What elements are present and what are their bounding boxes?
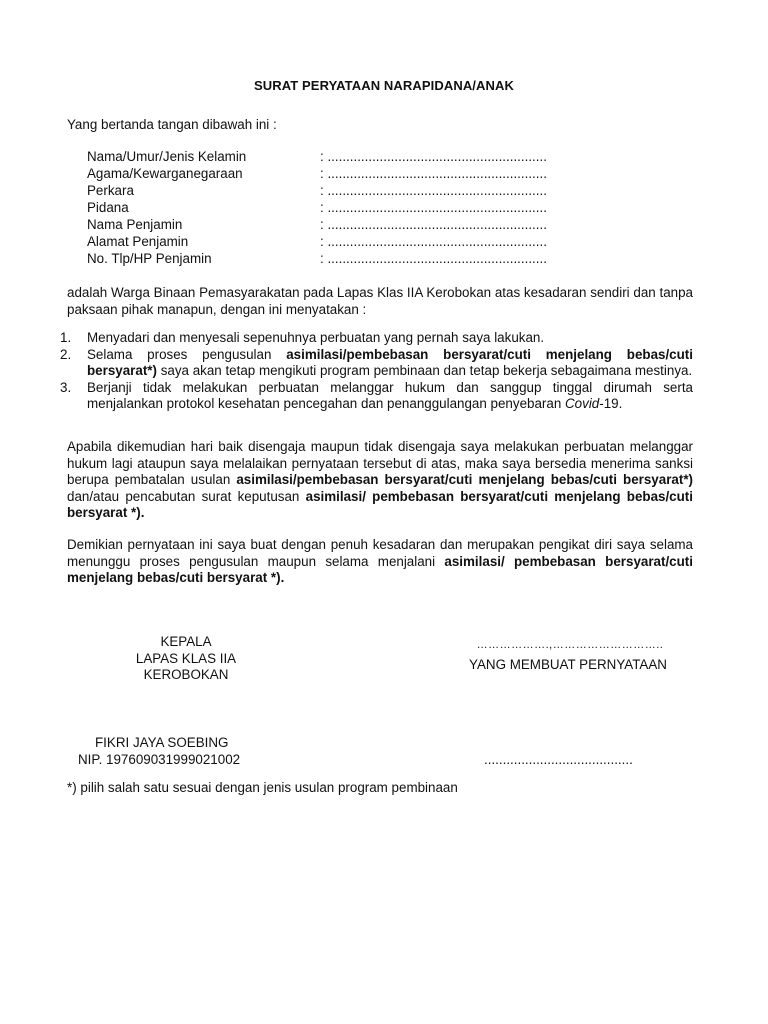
field-value: : ........................................................... (320, 200, 547, 215)
paragraph-bold: asimilasi/ pembebasan bersyarat/cuti menjelang bebas/cuti bersyarat *). (67, 553, 693, 585)
paragraph-text: Apabila dikemudian hari baik disengaja maupun tidak disengaja saya melakukan perbuatan melanggar hukum lagi ataupun saya melalaikan pernyataan tersebut di atas, maka saya bersedia menerima sanksi berupa pembatalan usulan (67, 439, 693, 487)
field-value: : ........................................................... (320, 149, 547, 164)
paragraph-text: dan/atau pencabutan surat keputusan (67, 488, 306, 504)
paragraph-bold: asimilasi/ pembebasan bersyarat/cuti menjelang bebas/cuti bersyarat *). (67, 488, 693, 520)
field-value: : ........................................................... (320, 183, 547, 198)
document-title: SURAT PERYATAAN NARAPIDANA/ANAK (254, 78, 514, 93)
field-label: Pidana (87, 200, 129, 215)
list-text-part: -19. (599, 396, 623, 411)
signer-location: KEROBOKAN (143, 667, 229, 682)
list-text (87, 347, 693, 380)
field-label: Perkara (87, 183, 134, 198)
list-text-part: Berjanji tidak melakukan perbuatan melanggar hukum dan sanggup tinggal dirumah serta menjalankan protokol kesehatan pencegahan dan penanggulangan penyebaran (87, 379, 693, 411)
list-item (60, 380, 693, 413)
official-nip: NIP. 197609031999021002 (78, 751, 241, 767)
list-text-part: Selama proses pengusulan (87, 346, 287, 362)
field-value: : ........................................................... (320, 166, 547, 181)
list-number: 3. (60, 379, 72, 395)
list-text-italic: Covid (565, 396, 600, 411)
list-text (87, 330, 693, 347)
closing-paragraph (67, 537, 693, 587)
field-label: Nama/Umur/Jenis Kelamin (87, 149, 247, 164)
field-label: Alamat Penjamin (87, 234, 189, 249)
signer-title: KEPALA (160, 634, 212, 649)
field-row (87, 148, 547, 165)
field-value: : ........................................................... (320, 217, 547, 232)
statement-paragraph: adalah Warga Binaan Pemasyarakatan pada Lapas Klas IIA Kerobokan atas kesadaran sendiri dan tanpa paksaan pihak manapun, dengan ini menyatakan : (67, 285, 693, 317)
consequence-paragraph (67, 439, 693, 522)
list-number: 1. (60, 330, 72, 345)
list-text-part: Menyadari dan menyesali sepenuhnya perbuatan yang pernah saya lakukan. (87, 330, 545, 345)
signer-institution: LAPAS KLAS IIA (135, 650, 237, 666)
field-row (87, 233, 547, 250)
field-value: : ........................................................... (320, 251, 547, 266)
field-row (87, 216, 547, 233)
intro-text: Yang bertanda tangan dibawah ini : (67, 117, 277, 132)
declarant-name-blank: ........................................ (484, 752, 633, 767)
list-text-part: saya akan tetap mengikuti program pembinaan dan tetap bekerja sebagaimana mestinya. (156, 363, 693, 378)
list-item (60, 347, 693, 380)
declaration-list (60, 330, 693, 413)
declarant-title: YANG MEMBUAT PERNYATAAN (469, 657, 667, 672)
list-text (87, 380, 693, 413)
identity-fields (87, 148, 547, 267)
field-label: No. Tlp/HP Penjamin (87, 251, 212, 266)
list-number: 2. (60, 346, 72, 362)
paragraph-bold: asimilasi/pembebasan bersyarat/cuti menjelang bebas/cuti bersyarat*) (236, 472, 693, 487)
paragraph-text: Demikian pernyataan ini saya buat dengan penuh kesadaran dan merupakan pengikat diri saya selama menunggu proses pengusulan maupun selama menjalani (67, 537, 693, 569)
official-name: FIKRI JAYA SOEBING (95, 735, 229, 750)
field-label: Nama Penjamin (87, 217, 183, 232)
field-row (87, 182, 547, 199)
footnote: *) pilih salah satu sesuai dengan jenis usulan program pembinaan (67, 780, 458, 795)
field-row (87, 199, 547, 216)
official-name-block (78, 735, 240, 768)
field-row (87, 165, 547, 182)
place-date-blank: ……………….,……………………….. (476, 639, 664, 651)
field-value: : ........................................................... (320, 234, 547, 249)
list-item (60, 330, 693, 347)
signature-block-left (96, 634, 276, 684)
field-label: Agama/Kewarganegaraan (87, 166, 243, 181)
list-text-bold: asimilasi/pembebasan bersyarat/cuti menjelang bebas/cuti bersyarat*) (87, 346, 693, 378)
field-row (87, 250, 547, 267)
